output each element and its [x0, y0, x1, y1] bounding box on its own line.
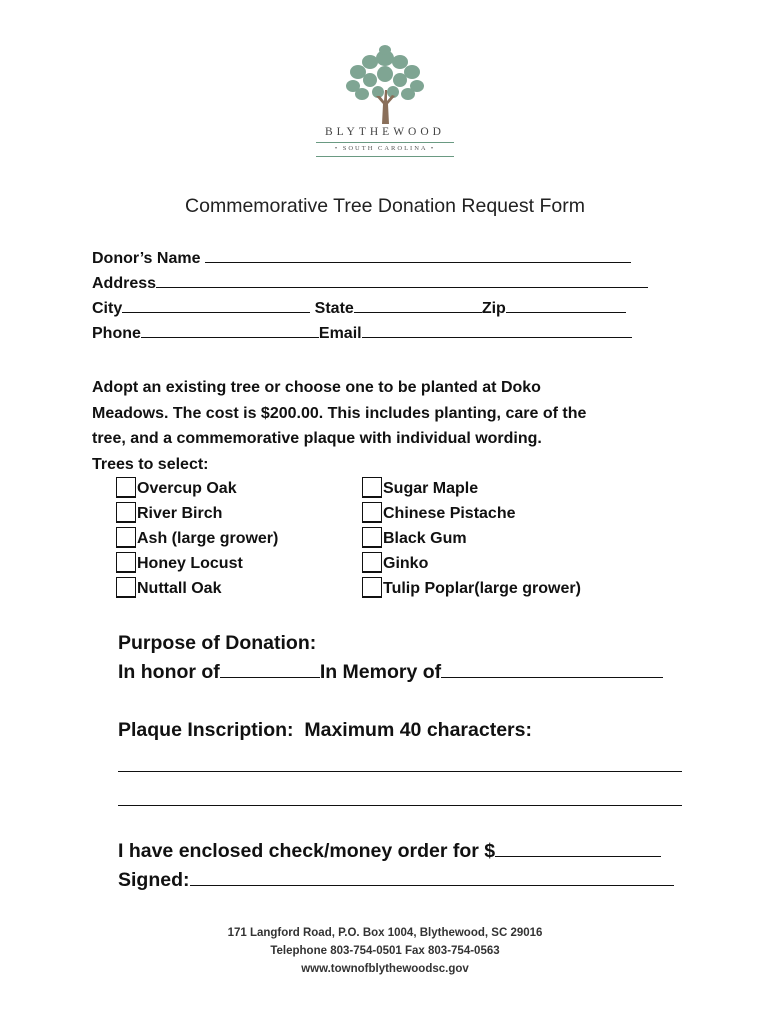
- inscription-line-1[interactable]: [118, 771, 682, 772]
- in-memory-field[interactable]: [441, 661, 663, 678]
- tree-option-sugar-maple[interactable]: [362, 474, 478, 498]
- inscription-line-2[interactable]: [118, 805, 682, 806]
- email-field[interactable]: [362, 325, 632, 338]
- logo-divider: [316, 156, 454, 157]
- tree-option-honey-locust[interactable]: [116, 549, 243, 573]
- logo-state-name: • SOUTH CAROLINA •: [334, 145, 436, 152]
- donor-name-label: Donor’s Name: [92, 250, 205, 267]
- tree-option-chinese-pistache[interactable]: [362, 499, 516, 523]
- tree-label: Sugar Maple: [383, 480, 479, 497]
- tree-label: Tulip Poplar(large grower): [383, 580, 581, 597]
- tree-label: Honey Locust: [137, 555, 243, 572]
- tree-option-ash[interactable]: [116, 524, 278, 548]
- in-honor-label: In honor of: [118, 661, 220, 683]
- phone-field[interactable]: [141, 325, 319, 338]
- signature-row: [118, 869, 674, 892]
- purpose-row: [118, 661, 663, 684]
- checkbox[interactable]: [362, 502, 382, 523]
- city-label: City: [92, 300, 123, 317]
- tree-option-tulip-poplar[interactable]: [362, 574, 581, 598]
- intro-line: tree, and a commemorative plaque with individual wording.: [92, 430, 542, 447]
- checkbox[interactable]: [362, 577, 382, 598]
- checkbox[interactable]: [362, 477, 382, 498]
- phone-label: Phone: [92, 325, 141, 342]
- tree-label: Chinese Pistache: [383, 505, 516, 522]
- logo-town-name: BLYTHEWOOD: [325, 126, 445, 138]
- signature-field[interactable]: [190, 869, 674, 886]
- tree-option-ginko[interactable]: [362, 549, 428, 573]
- blythewood-logo: [300, 44, 470, 160]
- donor-name-row: [92, 250, 631, 268]
- amount-field[interactable]: [495, 840, 661, 857]
- tree-label: Overcup Oak: [137, 480, 237, 497]
- purpose-heading: Purpose of Donation:: [118, 632, 317, 654]
- in-memory-label: In Memory of: [319, 661, 442, 683]
- phone-email-row: [92, 325, 632, 343]
- address-row: [92, 275, 648, 293]
- email-label: Email: [318, 325, 362, 342]
- plaque-heading: Plaque Inscription: Maximum 40 characters:: [118, 719, 532, 741]
- checkbox[interactable]: [362, 552, 382, 573]
- in-honor-field[interactable]: [220, 661, 320, 678]
- trees-heading: Trees to select:: [92, 455, 209, 473]
- address-label: Address: [92, 275, 157, 292]
- payment-row: [118, 840, 661, 863]
- tree-option-overcup-oak[interactable]: [116, 474, 237, 498]
- tree-option-nuttall-oak[interactable]: [116, 574, 221, 598]
- footer-website[interactable]: www.townofblythewoodsc.gov: [301, 963, 469, 975]
- signed-label: Signed:: [118, 869, 190, 891]
- zip-field[interactable]: [506, 300, 626, 313]
- checkbox[interactable]: [116, 552, 136, 573]
- checkbox[interactable]: [116, 477, 136, 498]
- footer-address: 171 Langford Road, P.O. Box 1004, Blythewood, SC 29016: [227, 927, 543, 939]
- tree-label: Ash (large grower): [137, 530, 279, 547]
- tree-label: Ginko: [383, 555, 429, 572]
- donor-name-field[interactable]: [205, 250, 631, 263]
- checkbox[interactable]: [116, 502, 136, 523]
- state-label: State: [310, 300, 354, 317]
- intro-line: Meadows. The cost is $200.00. This includes planting, care of the: [92, 404, 587, 422]
- checkbox[interactable]: [362, 527, 382, 548]
- tree-logo-icon: [300, 44, 470, 126]
- tree-label: Black Gum: [383, 530, 467, 547]
- logo-divider: [316, 142, 454, 143]
- footer-phone: Telephone 803-754-0501 Fax 803-754-0563: [270, 945, 500, 957]
- enclosed-label: I have enclosed check/money order for $: [118, 840, 496, 862]
- address-field[interactable]: [156, 275, 648, 288]
- tree-label: Nuttall Oak: [137, 580, 222, 597]
- intro-text: [92, 375, 672, 477]
- page-title: Commemorative Tree Donation Request Form: [185, 195, 585, 217]
- checkbox[interactable]: [116, 577, 136, 598]
- tree-option-black-gum[interactable]: [362, 524, 467, 548]
- intro-line: Adopt an existing tree or choose one to be planted at Doko: [92, 379, 541, 396]
- tree-option-river-birch[interactable]: [116, 499, 222, 523]
- zip-label: Zip: [481, 300, 506, 317]
- checkbox[interactable]: [116, 527, 136, 548]
- tree-label: River Birch: [137, 505, 223, 522]
- city-field[interactable]: [122, 300, 310, 313]
- state-field[interactable]: [354, 300, 482, 313]
- city-state-zip-row: [92, 300, 626, 318]
